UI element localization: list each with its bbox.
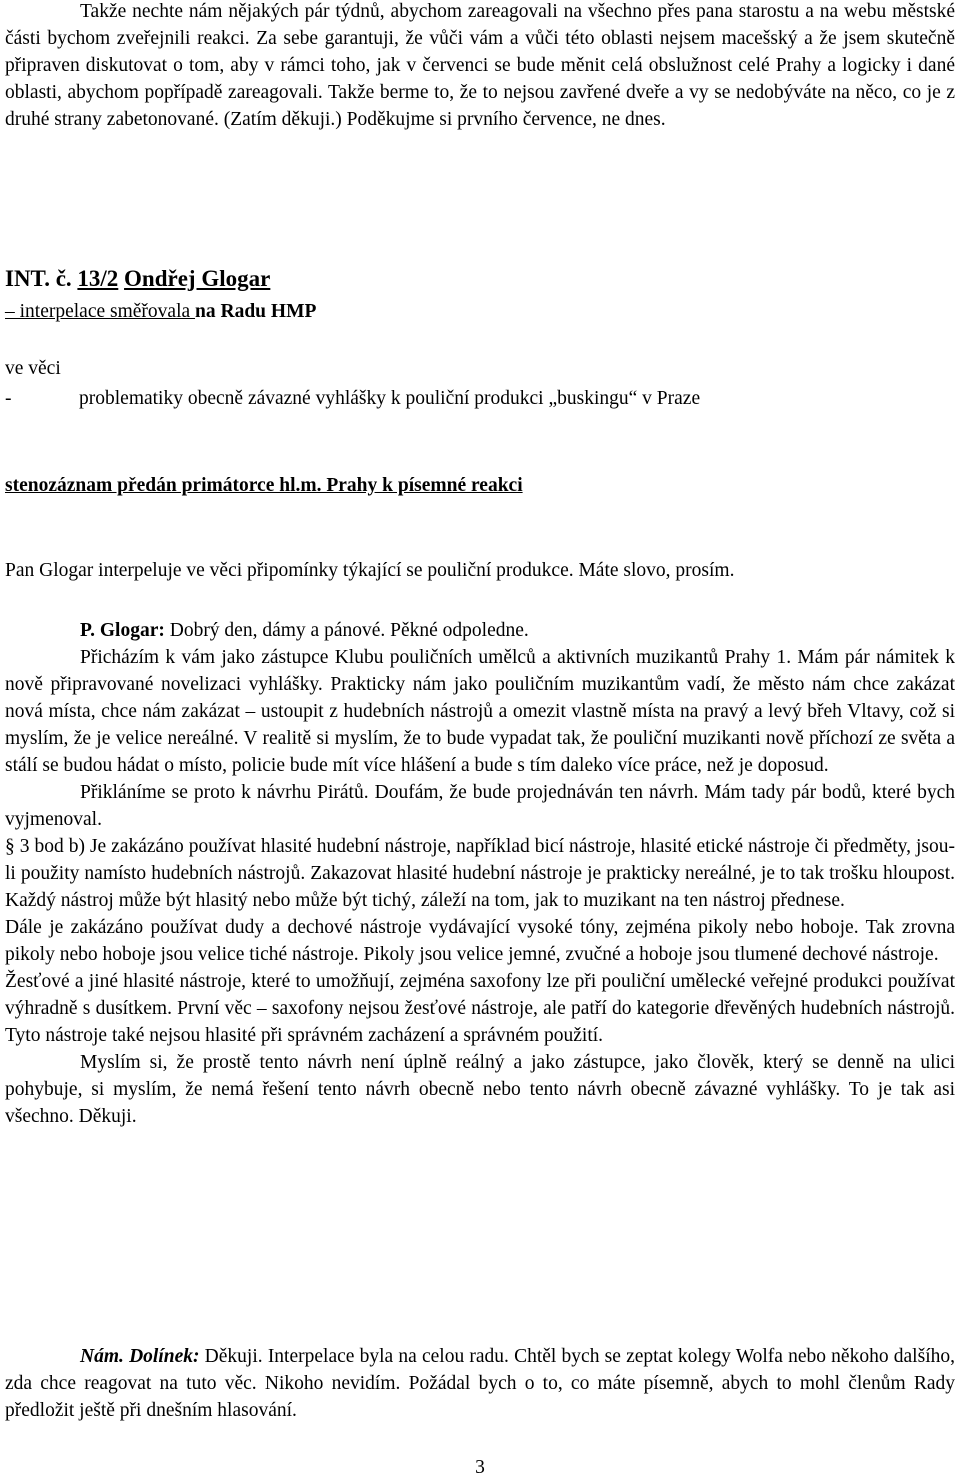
interpellation-name: Ondřej Glogar bbox=[124, 266, 271, 291]
interpellation-target: na Radu HMP bbox=[195, 301, 317, 322]
matter-item bbox=[5, 385, 700, 412]
closing-paragraph bbox=[5, 1343, 955, 1424]
closing-speaker: Nám. Dolínek: bbox=[80, 1346, 200, 1367]
transcript-note: stenozáznam předán primátorce hl.m. Prahy k písemné reakci bbox=[5, 475, 523, 496]
opening-paragraph: Takže nechte nám nějakých pár týdnů, abychom zareagovali na všechno přes pana starostu a na webu městské části bychom zveřejnili reakci. Za sebe garantuji, že vůči vám a vůči této oblasti nejsem macešský a že jsem skutečně připraven diskutovat o tom, aby v rámci toho, jak v červenci se bude měnit celá obslužnost celé Prahy a logicky i dané oblasti, abychom popřípadě zareagovali. Takže berme to, že to nejsou zavřené dveře a vy se nedobýváte na něco, co je z druhé strany zabetonované. (Zatím děkuji.) Poděkujme si prvního července, ne dnes. bbox=[5, 1, 955, 130]
matter-text: problematiky obecně závazné vyhlášky k pouliční produkci „buskingu“ v Praze bbox=[79, 388, 701, 409]
speech-greeting bbox=[5, 617, 955, 644]
matter-label: ve věci bbox=[5, 358, 61, 379]
speech-final-paragraph: Myslím si, že prostě tento návrh není úplně reálný a jako zástupce, jako člověk, který se denně na ulici pohybuje, si myslím, že nemá řešení tento návrh obecně nebo tento návrh obecně závazné vyhlášky. To je tak asi všechno. Děkuji. bbox=[5, 1052, 955, 1127]
closing-text: Děkuji. Interpelace byla na celou radu. Chtěl bych se zeptat kolegy Wolfa nebo někoho dalšího, zda chce reagovat na tuto věc. Nikoho nevidím. Požádal bych o to, co máte písemně, abych to mohl členům Rady předložit ještě při dnešním hlasování. bbox=[5, 1346, 955, 1421]
interpellation-prefix: INT. č. bbox=[5, 266, 78, 291]
clause-paragraph: § 3 bod b) Je zakázáno používat hlasité hudební nástroje, například bicí nástroje, hlasité etické nástroje či předměty, jsou-li použity namísto hudebních nástrojů. Zakazovat hlasité hudební nástroje je prakticky nereálné, je to tak trošku hloupost. Každý nástroj může být hlasitý nebo může být tichý, záleží na tom, jak to muzikant na ten nástroj přednese. bbox=[5, 836, 955, 911]
interpellation-heading bbox=[5, 264, 270, 294]
matter-dash: - bbox=[5, 388, 12, 409]
chair-intro: Pan Glogar interpeluje ve věci připomínky týkající se pouliční produkce. Máte slovo, prosím. bbox=[5, 560, 735, 581]
interpellation-number: 13/2 bbox=[77, 266, 119, 291]
speech-paragraph: Přicházím k vám jako zástupce Klubu pouličních umělců a aktivních muzikantů Prahy 1. Mám pár námitek k nově připravované novelizaci vyhlášky. Prakticky nám jako pouličním muzikantům vadí, že město nám chce zakázat nová místa, chce nám zakázat – ustoupit z hudebních nástrojů a omezit vlastně místa na pravý a levý břeh Vltavy, což si myslím, že je velice nereálné. V realitě si myslím, že to bude vypadat tak, že pouliční muzikanti nově příchozí ze světa a stálí se budou hádat o místo, policie bude mít více hlášení a bude s tím daleko více práce, než je doposud. bbox=[5, 647, 955, 776]
glogar-speech bbox=[5, 617, 955, 1130]
speech-paragraph: Dále je zakázáno používat dudy a dechové nástroje vydávající vysoké tóny, zejména pikoly nebo hoboje. Tak zrovna pikoly nebo hoboje jsou velice tiché nástroje. Pikoly jsou velice jemné, zvučné a hoboje jsou tlumené dechové nástroje. bbox=[5, 917, 955, 965]
page-number: 3 bbox=[475, 1457, 485, 1478]
greeting-text: Dobrý den, dámy a pánové. Pěkné odpoledne. bbox=[164, 620, 529, 641]
speech-paragraph: Žesťové a jiné hlasité nástroje, které to umožňují, zejména saxofony lze při pouliční umělecké veřejné produkci používat výhradně s dusítkem. První věc – saxofony nejsou žesťové nástroje, ale patří do kategorie dřevěných hudebních nástrojů. Tyto nástroje také nejsou hlasité při správném zacházení a správném použití. bbox=[5, 971, 955, 1046]
speech-paragraph: Přikláníme se proto k návrhu Pirátů. Doufám, že bude projednáván ten návrh. Mám tady pár bodů, které bych vyjmenoval. bbox=[5, 782, 955, 830]
interpellation-subline bbox=[5, 298, 316, 325]
interpellation-subline-prefix: – interpelace směřovala bbox=[5, 301, 196, 322]
speaker-name: P. Glogar: bbox=[80, 620, 165, 641]
